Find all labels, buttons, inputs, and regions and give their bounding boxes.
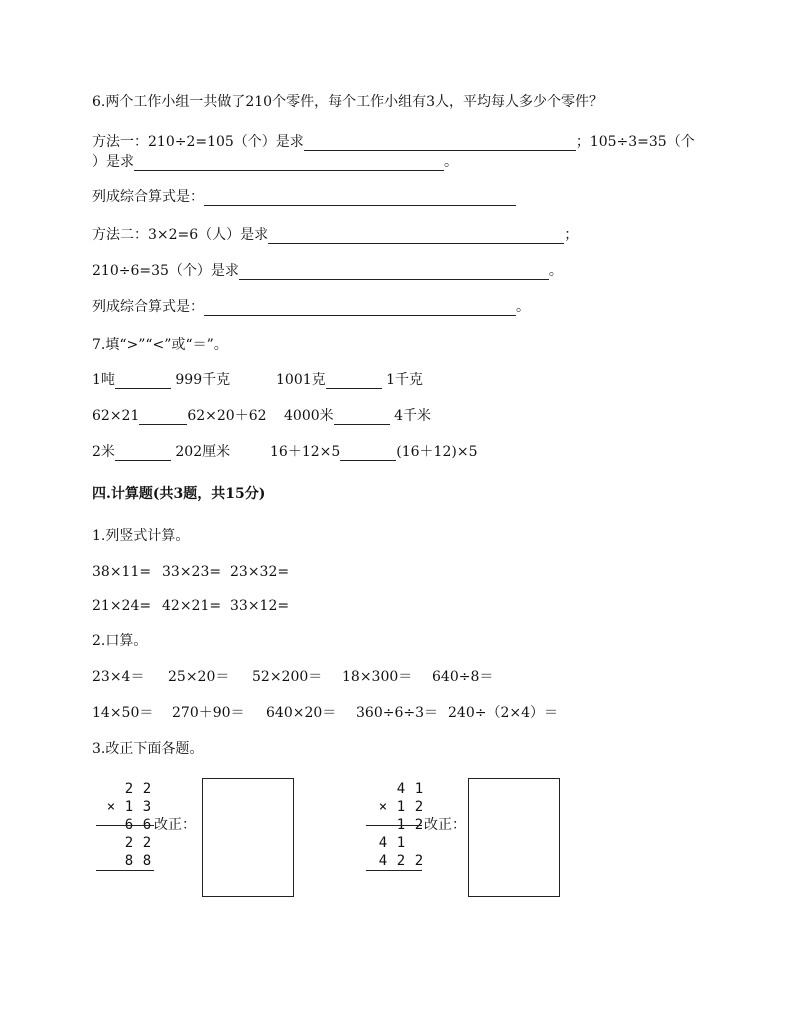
q6-combined2 bbox=[92, 298, 530, 316]
correct-label: 改正： bbox=[424, 817, 466, 833]
calc-item: 21×24= bbox=[92, 598, 152, 614]
mental-calc-item: 25×20＝ bbox=[168, 669, 230, 685]
q6-combined1-label: 列成综合算式是： bbox=[92, 189, 204, 205]
q6-method2-text-d: 。 bbox=[548, 263, 563, 279]
correct-label: 改正： bbox=[154, 817, 196, 833]
calc-row: 4 1 bbox=[396, 781, 424, 797]
calc-row: 2 2 bbox=[124, 835, 152, 851]
q6-method1-line1 bbox=[92, 133, 695, 151]
calc-divider-line bbox=[96, 825, 154, 826]
calc-divider-line bbox=[366, 825, 422, 826]
q6-method2-text-c: 210÷6=35（个）是求 bbox=[92, 263, 239, 279]
calc-row: × 1 2 bbox=[378, 799, 424, 815]
calc-row: 2 2 bbox=[124, 781, 152, 797]
calc-divider-line bbox=[96, 870, 154, 871]
q6-method1-text-b: ；105÷3=35（个 bbox=[575, 134, 695, 150]
mental-calc-item: 18×300＝ bbox=[342, 669, 413, 685]
answer-blank[interactable] bbox=[204, 191, 516, 206]
answer-blank[interactable] bbox=[239, 265, 549, 280]
q6-method1-text-d: 。 bbox=[444, 154, 458, 170]
calc-row: 8 8 bbox=[124, 853, 152, 869]
answer-blank[interactable] bbox=[334, 410, 390, 425]
answer-blank[interactable] bbox=[139, 410, 187, 425]
q6-combined2-label: 列成综合算式是： bbox=[92, 299, 204, 315]
mental-calc-item: 23×4＝ bbox=[92, 669, 145, 685]
q6-method2-text-a: 方法二：3×2=6（人）是求 bbox=[92, 227, 269, 243]
q6-combined1 bbox=[92, 188, 516, 206]
calc-item: 42×21= bbox=[162, 598, 222, 614]
answer-blank[interactable] bbox=[134, 156, 444, 171]
mental-calc-item: 14×50＝ bbox=[92, 705, 154, 721]
q7-title: 7.填“>”“<”或“＝”。 bbox=[92, 337, 228, 353]
answer-blank[interactable] bbox=[268, 229, 564, 244]
mental-calc-item: 52×200＝ bbox=[252, 669, 323, 685]
q6-method1-line2 bbox=[92, 153, 458, 171]
compare-item: 62×21 62×20＋62 bbox=[92, 408, 267, 424]
q6-method1-text-c: ）是求 bbox=[92, 154, 134, 170]
answer-blank[interactable] bbox=[326, 374, 382, 389]
calc-item: 23×32= bbox=[230, 564, 290, 580]
compare-item: 1001克 1千克 bbox=[276, 372, 424, 388]
q6-method2-line2 bbox=[92, 262, 563, 280]
mental-calc-item: 240÷（2×4）＝ bbox=[448, 705, 558, 721]
answer-blank[interactable] bbox=[115, 446, 171, 461]
section-heading: 四.计算题(共3题，共15分) bbox=[92, 486, 266, 502]
compare-item: 2米 202厘米 bbox=[92, 444, 231, 460]
answer-blank[interactable] bbox=[340, 446, 396, 461]
calc-item: 33×23= bbox=[162, 564, 222, 580]
s4-q1-title: 1.列竖式计算。 bbox=[92, 528, 190, 544]
compare-item: 4000米 4千米 bbox=[284, 408, 432, 424]
answer-blank[interactable] bbox=[304, 136, 576, 151]
calc-row: 4 1 bbox=[378, 835, 406, 851]
mental-calc-item: 640×20＝ bbox=[266, 705, 337, 721]
mental-calc-item: 270＋90＝ bbox=[172, 705, 245, 721]
calc-item: 38×11= bbox=[92, 564, 152, 580]
compare-item: 16＋12×5 (16＋12)×5 bbox=[270, 444, 478, 460]
answer-blank[interactable] bbox=[115, 374, 171, 389]
q6-method2-line1 bbox=[92, 226, 578, 244]
calc-row: 4 2 2 bbox=[378, 853, 424, 869]
mental-calc-item: 640÷8＝ bbox=[432, 669, 494, 685]
mental-calc-item: 360÷6÷3＝ bbox=[356, 705, 438, 721]
q6-method1-text-a: 方法一：210÷2=105（个）是求 bbox=[92, 134, 304, 150]
calc-row: 6 6 bbox=[124, 817, 152, 833]
answer-blank[interactable] bbox=[204, 301, 516, 316]
compare-item: 1吨 999千克 bbox=[92, 372, 231, 388]
s4-q2-title: 2.口算。 bbox=[92, 633, 148, 649]
q6-method2-text-b: ； bbox=[564, 227, 579, 243]
correction-box[interactable] bbox=[468, 778, 560, 897]
correction-box[interactable] bbox=[202, 778, 294, 897]
calc-row: × 1 3 bbox=[106, 799, 152, 815]
q6-combined2-end: 。 bbox=[516, 299, 530, 315]
calc-item: 33×12= bbox=[230, 598, 290, 614]
q6-title: 6.两个工作小组一共做了210个零件，每个工作小组有3人，平均每人多少个零件？ bbox=[92, 94, 603, 110]
calc-row: 1 2 bbox=[396, 817, 424, 833]
calc-divider-line bbox=[366, 870, 422, 871]
s4-q3-title: 3.改正下面各题。 bbox=[92, 741, 204, 757]
